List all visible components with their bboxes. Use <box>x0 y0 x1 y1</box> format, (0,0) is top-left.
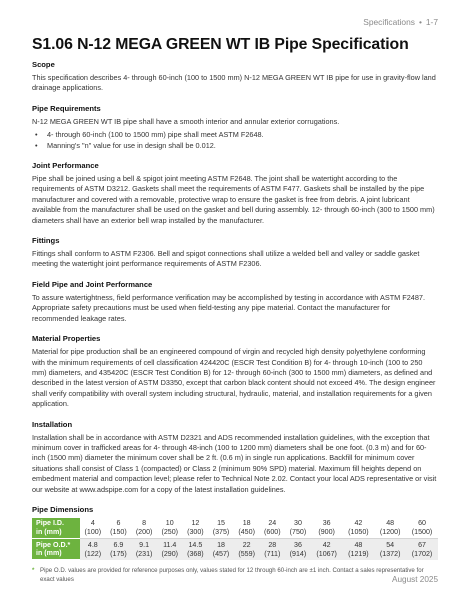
pipe-requirements-heading: Pipe Requirements <box>32 103 101 113</box>
pipe-requirements-body: N-12 MEGA GREEN WT IB pipe shall have a smooth interior and annular exterior corrugations. <box>32 116 340 126</box>
pipe-id-cell-millimeters: (900) <box>318 528 335 537</box>
pipe-od-cell-inches: 14.5 <box>188 540 203 549</box>
pipe-id-label: Pipe I.D. <box>36 519 64 528</box>
pipe-id-cell-inches: 48 <box>386 519 395 528</box>
pipe-id-cell-millimeters: (200) <box>135 528 153 537</box>
pipe-id-cell-inches: 6 <box>116 519 121 528</box>
pipe-od-cell <box>311 539 343 560</box>
pipe-dimensions-heading: Pipe Dimensions <box>32 504 94 514</box>
pipe-od-label: Pipe O.D.* <box>36 540 71 549</box>
pipe-id-cell <box>131 518 157 539</box>
pipe-od-cell-inches: 36 <box>294 540 302 549</box>
pipe-id-cell-millimeters: (375) <box>212 528 230 537</box>
pipe-id-cell <box>157 518 183 539</box>
pipe-dimensions-table <box>32 518 438 560</box>
pipe-od-cell <box>157 539 183 560</box>
pipe-id-cell-inches: 12 <box>191 519 200 528</box>
pipe-od-cell <box>234 539 260 560</box>
pipe-od-cell <box>406 539 438 560</box>
pipe-od-cell <box>131 539 157 560</box>
pipe-od-cell-inches: 67 <box>418 540 426 549</box>
pipe-id-cell-millimeters: (1500) <box>411 528 433 537</box>
pipe-od-cell-millimeters: (231) <box>135 549 153 558</box>
pipe-od-cell-inches: 9.1 <box>139 540 150 549</box>
page-title: S1.06 N-12 MEGA GREEN WT IB Pipe Specification <box>32 36 409 53</box>
pipe-od-cell-millimeters: (559) <box>238 549 255 558</box>
pipe-od-cell <box>183 539 209 560</box>
document-body <box>32 60 438 584</box>
pipe-id-cell <box>343 518 375 539</box>
pipe-id-cell <box>80 518 106 539</box>
pipe-id-cell-inches: 4 <box>90 519 95 528</box>
pipe-od-cell-millimeters: (122) <box>84 549 102 558</box>
pipe-od-cell-inches: 18 <box>217 540 225 549</box>
footer-date: August 2025 <box>392 575 438 584</box>
pipe-od-cell-millimeters: (1067) <box>316 549 337 558</box>
pipe-id-cell <box>106 518 132 539</box>
pipe-id-cell <box>406 518 438 539</box>
pipe-od-unit-label: in (mm) <box>36 549 62 558</box>
pipe-id-cell-millimeters: (100) <box>84 528 102 537</box>
running-header <box>363 17 438 27</box>
pipe-id-cell-inches: 30 <box>294 519 302 528</box>
pipe-od-cell-millimeters: (457) <box>212 549 230 558</box>
pipe-od-cell <box>208 539 234 560</box>
pipe-od-cell <box>285 539 311 560</box>
pipe-id-cell-inches: 15 <box>217 519 225 528</box>
pipe-id-cell-millimeters: (1200) <box>379 528 401 537</box>
pipe-od-cell-millimeters: (711) <box>264 549 281 558</box>
header-separator: • <box>418 17 422 27</box>
pipe-id-row-label <box>32 518 80 539</box>
field-pipe-heading: Field Pipe and Joint Performance <box>32 279 153 289</box>
pipe-id-cell-millimeters: (250) <box>161 528 179 537</box>
pipe-id-cell-millimeters: (600) <box>264 528 281 537</box>
header-section: Specifications <box>363 17 415 27</box>
pipe-id-cell <box>374 518 406 539</box>
pipe-od-cell-millimeters: (914) <box>289 549 307 558</box>
pipe-od-cell-millimeters: (290) <box>161 549 179 558</box>
pipe-id-cell <box>183 518 209 539</box>
installation-heading: Installation <box>32 419 73 429</box>
pipe-od-cell-inches: 28 <box>268 540 277 549</box>
pipe-id-cell <box>311 518 343 539</box>
pipe-od-cell-millimeters: (1372) <box>379 549 401 558</box>
pipe-id-cell-millimeters: (450) <box>238 528 255 537</box>
pipe-requirements-bullet: • 4- through 60-inch (100 to 1500 mm) pipe shall meet ASTM F2648. <box>35 130 438 140</box>
pipe-id-row <box>32 518 438 539</box>
pipe-od-cell <box>343 539 375 560</box>
pipe-id-cell <box>234 518 260 539</box>
pipe-id-cell-inches: 42 <box>354 519 363 528</box>
pipe-od-cell-inches: 11.4 <box>163 540 177 549</box>
spec-page <box>32 0 438 600</box>
fittings-heading: Fittings <box>32 236 60 246</box>
pipe-id-cell-inches: 10 <box>165 519 174 528</box>
pipe-od-cell-millimeters: (175) <box>110 549 127 558</box>
pipe-od-cell <box>374 539 406 560</box>
pipe-od-cell-inches: 42 <box>322 540 331 549</box>
dimensions-footnote <box>32 567 438 584</box>
pipe-od-row <box>32 539 438 560</box>
material-properties-body: Material for pipe production shall be an engineered compound of virgin and recycled high density polyethylene conforming with the minimum requirements of cell classification 424420C (ESCR Test Condition B) for 4- through 10-inch (100 to 250 mm) diameters, and 435420C (ESCR Test Condition B) for 12- through 60-inch (300 to 1500 mm) diameters, as defined and described in the latest version of ASTM D3350, except that carbon black content should not exceed 4%. The design engineer shall verify compatibility with overall system including structural, hydraulic, material, and installation requirements for a given application. <box>32 347 436 409</box>
field-pipe-body: To assure watertightness, field performance verification may be accomplished by testing in accordance with ASTM F2487. Appropriate safety precautions must be used when field-testing any pipe material. Contact the manufacturer for recommended leakage rates. <box>32 292 426 323</box>
pipe-od-cell-inches: 22 <box>242 540 251 549</box>
pipe-id-cell-inches: 8 <box>142 519 147 528</box>
pipe-id-cell <box>259 518 285 539</box>
pipe-od-cell <box>80 539 106 560</box>
pipe-od-cell-inches: 54 <box>386 540 395 549</box>
pipe-id-cell-inches: 24 <box>268 519 277 528</box>
pipe-od-cell-inches: 6.9 <box>113 540 124 549</box>
pipe-id-cell <box>208 518 234 539</box>
joint-performance-body: Pipe shall be joined using a bell & spigot joint meeting ASTM F2648. The joint shall be watertight according to the requirements of ASTM D3212. Gaskets shall meet the requirements of ASTM F477. Gaskets shall be installed by the pipe manufacturer and covered with a removable, protective wrap to ensure the gasket is free from debris. A joint lubricant available from the manufacturer shall be used on the gasket and bell during assembly. 12- through 60-inch (300 to 1500 mm) diameters shall have an exterior bell wrap installed by the manufacturer. <box>32 174 435 225</box>
pipe-requirements-bullet: • Manning's "n" value for use in design shall be 0.012. <box>35 141 438 151</box>
pipe-id-cell <box>285 518 311 539</box>
pipe-id-cell-millimeters: (300) <box>187 528 204 537</box>
scope-body: This specification describes 4- through 60-inch (100 to 1500 mm) N-12 MEGA GREEN WT IB pipe for use in gravity-flow land drainage applications. <box>32 73 436 93</box>
pipe-od-cell <box>106 539 132 560</box>
header-page-number: 1-7 <box>425 17 438 27</box>
pipe-id-cell-millimeters: (150) <box>110 528 127 537</box>
pipe-id-cell-inches: 18 <box>242 519 251 528</box>
pipe-od-cell-millimeters: (1219) <box>348 549 369 558</box>
installation-body: Installation shall be in accordance with ASTM D2321 and ADS recommended installation guidelines, with the exception that minimum cover in trafficked areas for 4- through 48-inch (100 to 1200 mm) diameters shall be one foot. (0.3 m) and for 60-inch (1500 mm) diameter the minimum cover shall be 2 ft. (0.6 m) in single run applications. Backfill for minimum cover situations shall consist of Class 1 (compacted) or Class 2 (minimum 90% SPD) material. Maximum fill heights depend on embedment material and compaction level; please refer to Technical Note 2.02. Contact your local ADS representative or visit our website at www.adspipe.com for a copy of the latest installation guidelines. <box>32 432 437 494</box>
pipe-od-row-label <box>32 539 80 560</box>
joint-performance-heading: Joint Performance <box>32 161 99 171</box>
fittings-body: Fittings shall conform to ASTM F2306. Bell and spigot connections shall utilize a welded bell and valley or saddle gasket meeting the watertight joint performance requirements of ASTM F2306. <box>32 249 420 269</box>
pipe-id-cell-millimeters: (1050) <box>348 528 369 537</box>
pipe-id-cell-inches: 60 <box>418 519 426 528</box>
pipe-id-cell-inches: 36 <box>322 519 331 528</box>
pipe-id-unit-label: in (mm) <box>36 528 62 537</box>
footnote-marker: * <box>32 567 35 575</box>
scope-heading: Scope <box>32 60 55 69</box>
pipe-od-cell-millimeters: (1702) <box>411 549 433 558</box>
footnote-text: Pipe O.D. values are provided for reference purposes only, values stated for 12 through 60-inch are ±1 inch. Contact a sales representative for exact values <box>40 567 424 583</box>
pipe-od-cell-millimeters: (368) <box>187 549 204 558</box>
pipe-id-cell-millimeters: (750) <box>289 528 307 537</box>
pipe-od-cell-inches: 4.8 <box>87 540 98 549</box>
pipe-requirements-list <box>32 130 438 151</box>
pipe-od-cell <box>259 539 285 560</box>
material-properties-heading: Material Properties <box>32 334 101 344</box>
pipe-od-cell-inches: 48 <box>354 540 363 549</box>
